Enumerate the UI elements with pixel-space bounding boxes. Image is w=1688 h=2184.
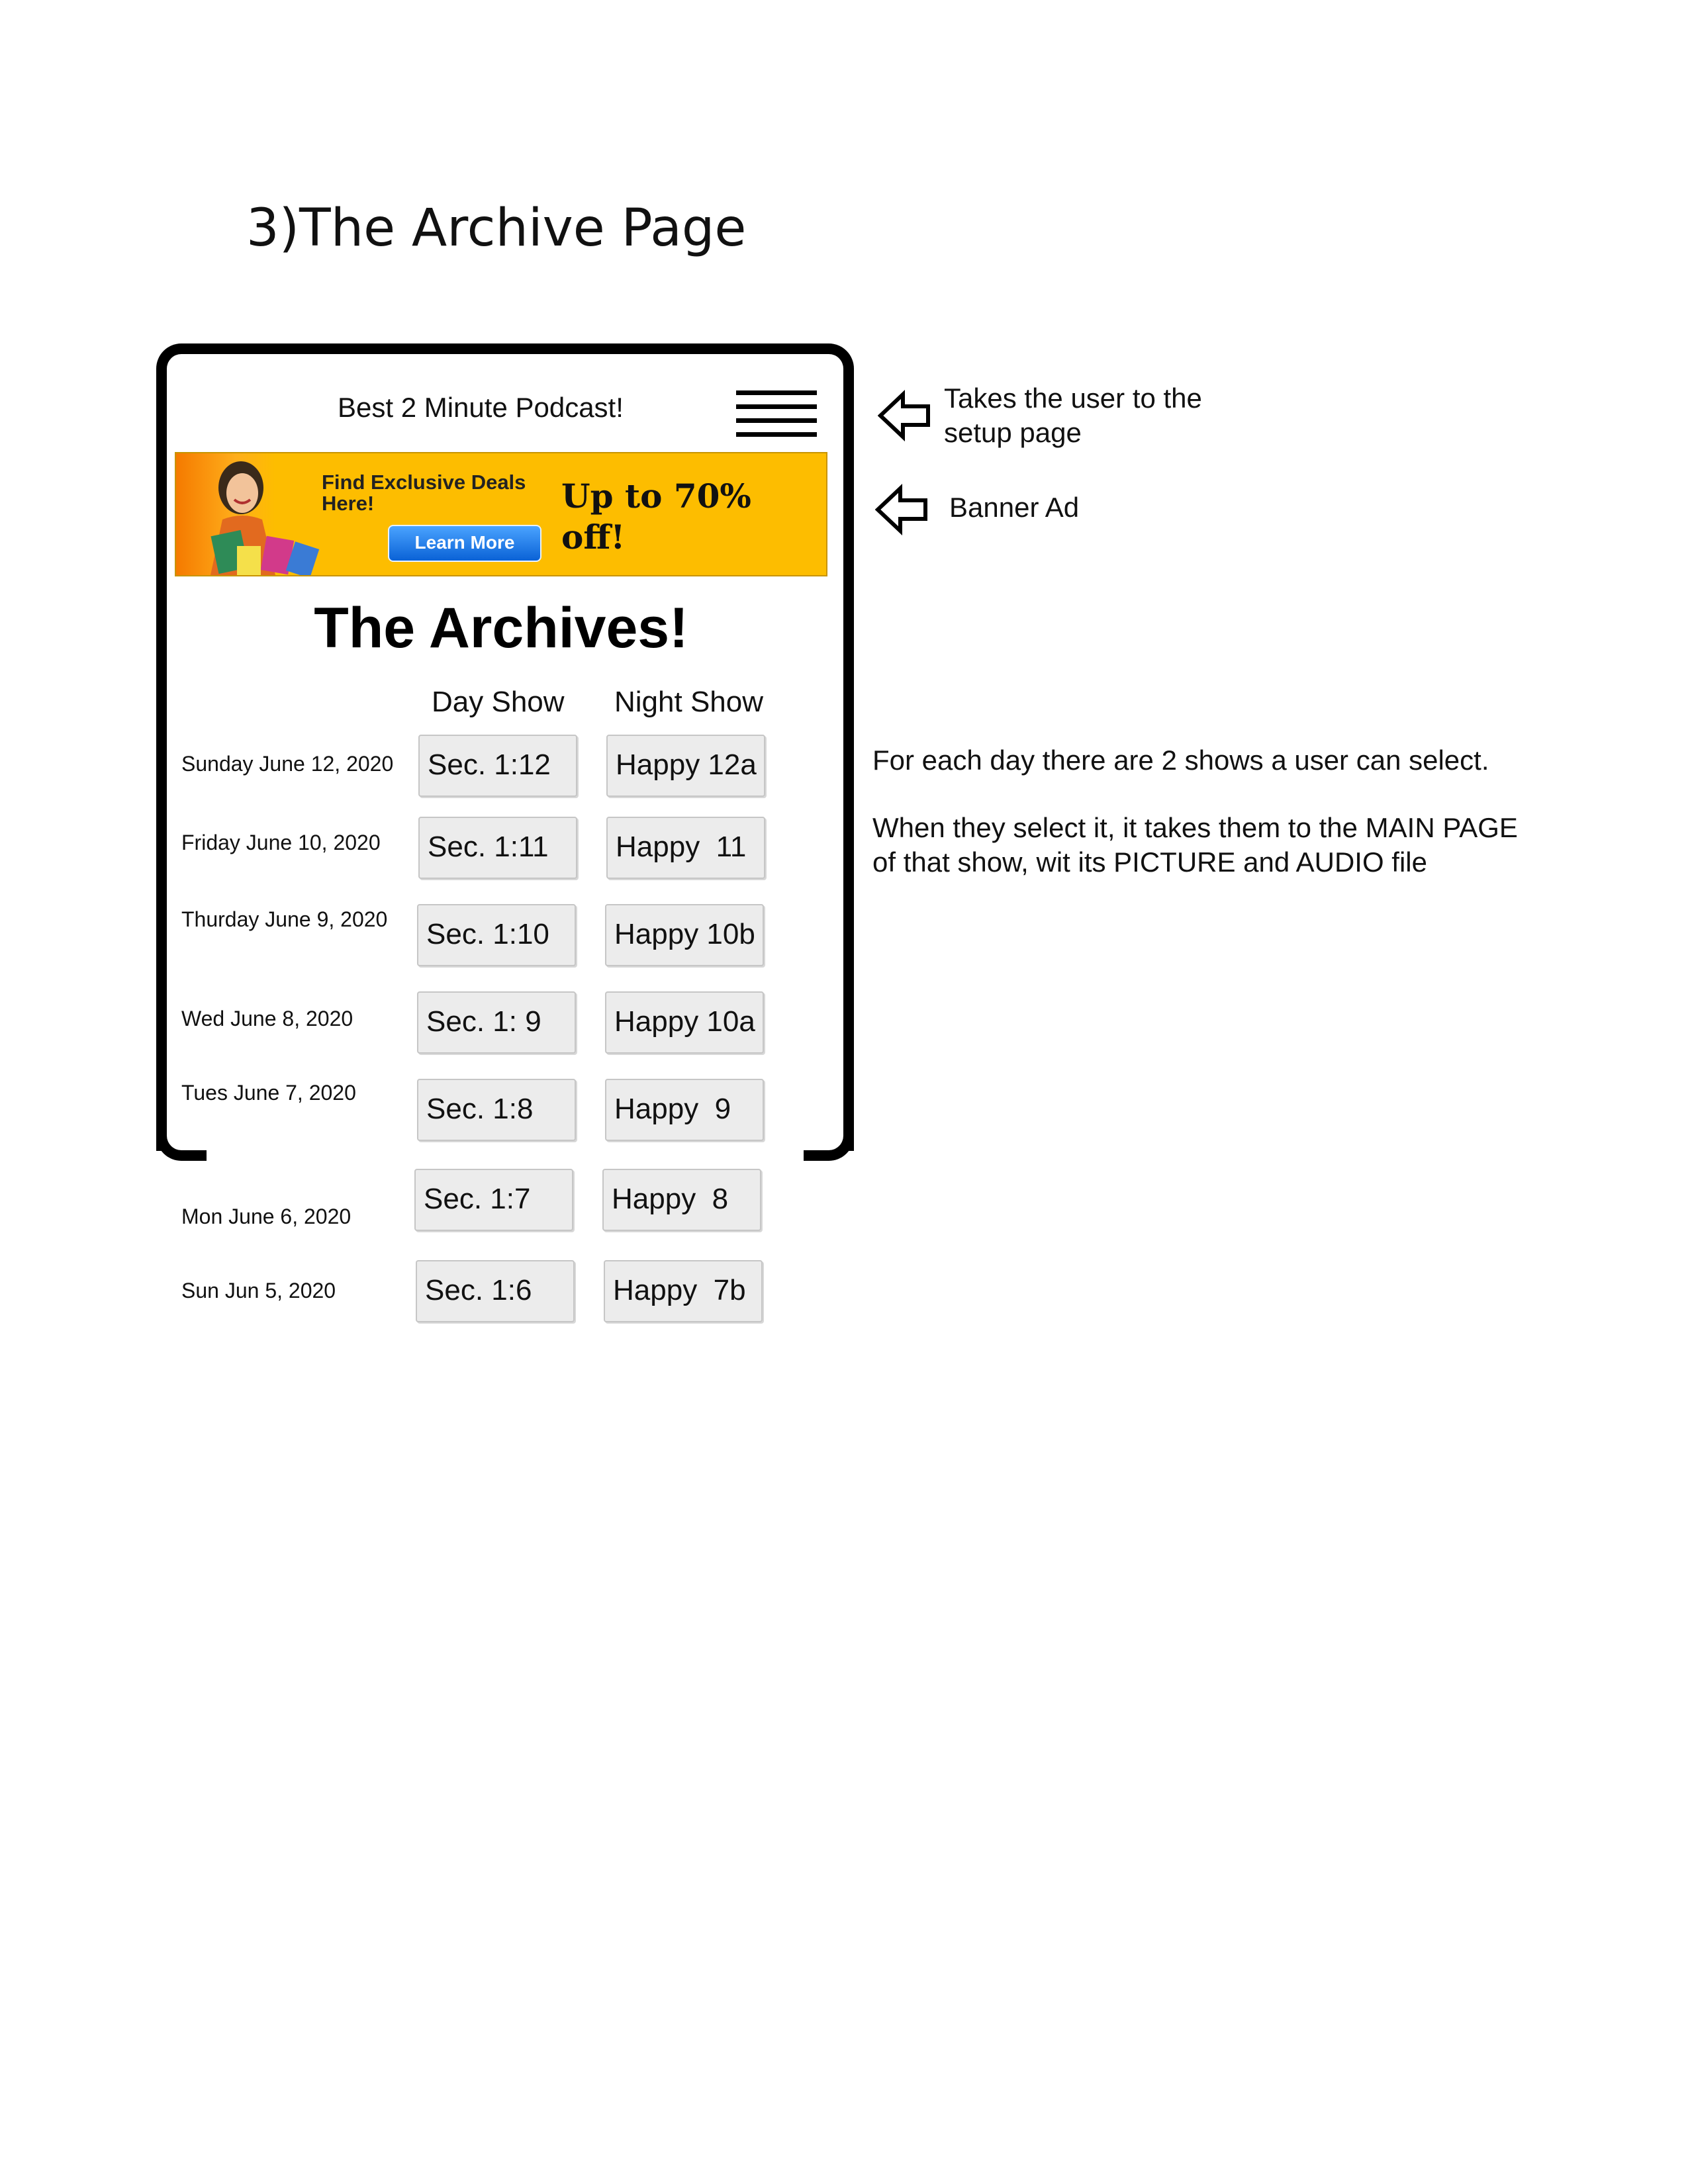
night-show-button[interactable]: Happy 9 <box>605 1079 764 1141</box>
archive-date: Sun Jun 5, 2020 <box>181 1279 336 1302</box>
menu-annotation-line-2: setup page <box>944 417 1082 448</box>
night-show-header: Night Show <box>614 686 764 718</box>
phone-frame-corner-right <box>804 1118 854 1161</box>
archive-date: Tues June 7, 2020 <box>181 1081 356 1105</box>
night-show-button[interactable]: Happy 7b <box>604 1260 763 1322</box>
night-show-button[interactable]: Happy 10b <box>605 904 764 966</box>
day-show-button[interactable]: Sec. 1:8 <box>417 1079 576 1141</box>
banner-line-1: Find Exclusive Deals <box>322 471 526 494</box>
archive-date: Mon June 6, 2020 <box>181 1205 352 1228</box>
day-show-button[interactable]: Sec. 1: 9 <box>417 991 576 1054</box>
archive-date: Sunday June 12, 2020 <box>181 752 394 776</box>
archive-date: Thurday June 9, 2020 <box>181 907 388 931</box>
deal-text: Up to 70% off! <box>561 477 751 557</box>
left-arrow-icon <box>878 389 931 442</box>
main-page-annotation-line-1: When they select it, it takes them to the MAIN PAGE <box>872 812 1518 843</box>
archives-title: The Archives! <box>314 596 688 660</box>
day-show-button[interactable]: Sec. 1:6 <box>416 1260 575 1322</box>
banner-ad-annotation: Banner Ad <box>949 492 1080 523</box>
app-title: Best 2 Minute Podcast! <box>338 392 624 423</box>
hamburger-menu-icon[interactable] <box>736 390 817 437</box>
banner-ad[interactable] <box>175 452 827 576</box>
night-show-button[interactable]: Happy 8 <box>602 1169 761 1231</box>
banner-text <box>322 472 526 514</box>
archive-date: Friday June 10, 2020 <box>181 831 381 854</box>
phone-frame-corner-left <box>156 1118 207 1161</box>
menu-annotation-line-1: Takes the user to the <box>944 383 1202 414</box>
archive-date: Wed June 8, 2020 <box>181 1007 353 1030</box>
menu-annotation <box>944 381 1202 450</box>
day-show-header: Day Show <box>432 686 565 718</box>
night-show-button[interactable]: Happy 12a <box>606 735 765 797</box>
main-page-annotation-line-2: of that show, wit its PICTURE and AUDIO file <box>872 846 1427 878</box>
day-show-button[interactable]: Sec. 1:7 <box>414 1169 573 1231</box>
day-show-button[interactable]: Sec. 1:11 <box>418 817 577 879</box>
left-arrow-icon <box>875 483 928 536</box>
main-page-annotation <box>872 811 1518 880</box>
night-show-button[interactable]: Happy 10a <box>605 991 764 1054</box>
day-show-button[interactable]: Sec. 1:12 <box>418 735 577 797</box>
learn-more-button[interactable]: Learn More <box>388 525 541 562</box>
night-show-button[interactable]: Happy 11 <box>606 817 765 879</box>
page-heading: 3)The Archive Page <box>246 199 747 258</box>
day-show-button[interactable]: Sec. 1:10 <box>417 904 576 966</box>
selection-annotation: For each day there are 2 shows a user can select. <box>872 745 1489 776</box>
banner-line-2: Here! <box>322 492 375 515</box>
